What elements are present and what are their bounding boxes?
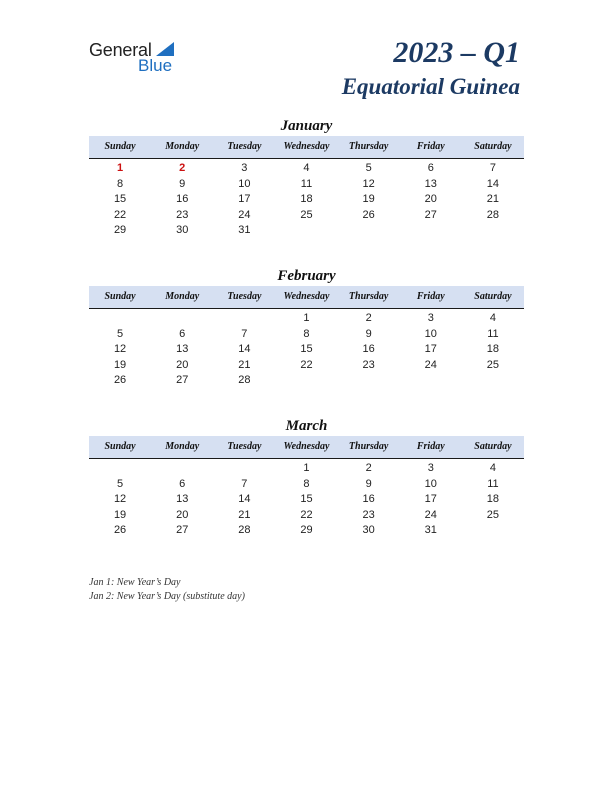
day-cell: 14 bbox=[238, 493, 251, 505]
day-cell: 7 bbox=[489, 162, 496, 174]
day-cell: 20 bbox=[424, 193, 437, 205]
empty-day-cell bbox=[338, 373, 400, 389]
empty-day-cell bbox=[400, 373, 462, 389]
day-cell: 17 bbox=[424, 493, 437, 505]
day-cell: 10 bbox=[238, 177, 251, 190]
day-cell: 15 bbox=[300, 493, 313, 505]
day-cell: 23 bbox=[362, 358, 375, 371]
week-rows bbox=[89, 309, 524, 389]
month-march bbox=[89, 416, 524, 539]
empty-day-cell bbox=[400, 223, 462, 239]
weekday-label: Wednesday bbox=[283, 441, 330, 452]
day-cell: 6 bbox=[179, 477, 186, 490]
day-cell: 28 bbox=[486, 208, 500, 221]
week-row bbox=[89, 311, 524, 327]
day-cell: 21 bbox=[238, 508, 251, 521]
weekday-label: Thursday bbox=[348, 441, 389, 452]
day-cell: 27 bbox=[176, 524, 189, 536]
holiday-note: Jan 2: New Year’s Day (substitute day) bbox=[89, 591, 245, 602]
weekday-label: Sunday bbox=[104, 291, 136, 302]
week-row bbox=[89, 161, 524, 177]
empty-day-cell bbox=[338, 223, 400, 239]
day-cell: 3 bbox=[241, 162, 248, 174]
weekday-label: Thursday bbox=[348, 291, 389, 302]
day-cell: 13 bbox=[424, 177, 437, 190]
day-cell: 27 bbox=[176, 374, 189, 386]
day-cell: 31 bbox=[424, 524, 437, 536]
weekday-label: Sunday bbox=[104, 441, 136, 452]
empty-day-cell bbox=[275, 373, 337, 389]
week-row bbox=[89, 523, 524, 539]
page-title: 2023 – Q1 bbox=[393, 36, 520, 69]
week-row bbox=[89, 342, 524, 358]
day-cell: 8 bbox=[303, 477, 310, 490]
week-row bbox=[89, 208, 524, 224]
day-cell: 18 bbox=[486, 493, 500, 505]
day-cell: 23 bbox=[362, 508, 375, 521]
empty-day-cell bbox=[151, 461, 213, 477]
day-cell: 10 bbox=[424, 327, 437, 340]
week-row bbox=[89, 192, 524, 208]
weekday-label: Sunday bbox=[104, 141, 136, 152]
week-row bbox=[89, 373, 524, 389]
day-cell: 11 bbox=[487, 477, 499, 490]
week-rows bbox=[89, 459, 524, 539]
day-cell: 19 bbox=[362, 193, 375, 205]
empty-day-cell bbox=[151, 311, 213, 327]
day-cell: 10 bbox=[424, 477, 437, 490]
day-cell: 9 bbox=[365, 327, 372, 340]
week-row bbox=[89, 223, 524, 239]
weekday-label: Friday bbox=[416, 441, 445, 452]
day-cell: 19 bbox=[113, 508, 127, 521]
day-cell: 2 bbox=[365, 462, 372, 474]
week-row bbox=[89, 477, 524, 493]
month-february bbox=[89, 266, 524, 389]
weekday-header-row bbox=[89, 286, 524, 309]
month-name: February bbox=[277, 268, 336, 284]
logo-text-general: General bbox=[89, 40, 152, 60]
day-cell: 1 bbox=[303, 462, 310, 474]
week-row bbox=[89, 461, 524, 477]
day-cell: 14 bbox=[238, 343, 251, 355]
day-cell: 6 bbox=[427, 162, 434, 174]
day-cell: 12 bbox=[362, 177, 375, 190]
day-cell: 16 bbox=[362, 343, 375, 355]
day-cell: 9 bbox=[365, 477, 372, 490]
day-cell: 25 bbox=[300, 208, 313, 221]
day-cell: 17 bbox=[424, 343, 437, 355]
weekday-header-row bbox=[89, 436, 524, 459]
weekday-label: Monday bbox=[165, 441, 200, 452]
day-cell: 8 bbox=[117, 177, 124, 190]
day-cell: 1 bbox=[303, 312, 310, 324]
weekday-header-row bbox=[89, 136, 524, 159]
week-row bbox=[89, 327, 524, 343]
weekday-label: Wednesday bbox=[283, 141, 330, 152]
day-cell: 31 bbox=[238, 224, 251, 236]
week-row bbox=[89, 508, 524, 524]
day-cell: 5 bbox=[365, 162, 372, 174]
empty-day-cell bbox=[275, 223, 337, 239]
day-cell: 22 bbox=[113, 208, 127, 221]
day-cell: 15 bbox=[113, 193, 127, 205]
weekday-label: Wednesday bbox=[283, 291, 330, 302]
page-subtitle: Equatorial Guinea bbox=[341, 74, 520, 99]
day-cell: 6 bbox=[179, 327, 186, 340]
day-cell: 12 bbox=[113, 493, 127, 505]
day-cell: 4 bbox=[303, 162, 310, 174]
day-cell: 13 bbox=[176, 343, 189, 355]
day-cell: 4 bbox=[489, 462, 496, 474]
day-cell: 4 bbox=[489, 312, 496, 324]
weekday-label: Saturday bbox=[474, 141, 512, 152]
logo-text-blue: Blue bbox=[138, 56, 173, 75]
day-cell: 1 bbox=[117, 162, 124, 174]
holiday-note: Jan 1: New Year’s Day bbox=[89, 577, 181, 588]
day-cell: 25 bbox=[486, 508, 500, 521]
week-row bbox=[89, 358, 524, 374]
day-cell: 2 bbox=[365, 312, 372, 324]
day-cell: 27 bbox=[424, 208, 437, 221]
day-cell: 18 bbox=[486, 343, 500, 355]
company-logo bbox=[89, 40, 189, 76]
day-cell: 18 bbox=[300, 193, 313, 205]
day-cell: 26 bbox=[113, 524, 127, 536]
day-cell: 19 bbox=[113, 358, 127, 371]
day-cell: 24 bbox=[238, 208, 251, 221]
empty-day-cell bbox=[462, 523, 524, 539]
day-cell: 11 bbox=[300, 177, 313, 190]
day-cell: 14 bbox=[486, 177, 500, 190]
holiday-notes bbox=[89, 576, 245, 604]
empty-day-cell bbox=[213, 311, 275, 327]
day-cell: 23 bbox=[176, 208, 189, 221]
weekday-label: Monday bbox=[165, 141, 200, 152]
day-cell: 20 bbox=[176, 508, 189, 521]
weekday-label: Friday bbox=[416, 291, 445, 302]
empty-day-cell bbox=[213, 461, 275, 477]
empty-day-cell bbox=[462, 223, 524, 239]
day-cell: 22 bbox=[300, 358, 313, 371]
day-cell: 22 bbox=[300, 508, 313, 521]
weekday-label: Monday bbox=[165, 291, 200, 302]
day-cell: 24 bbox=[424, 358, 437, 371]
day-cell: 29 bbox=[300, 524, 313, 536]
day-cell: 21 bbox=[238, 358, 251, 371]
month-january bbox=[89, 116, 524, 239]
day-cell: 2 bbox=[179, 162, 186, 174]
day-cell: 26 bbox=[113, 374, 127, 386]
day-cell: 20 bbox=[176, 358, 189, 371]
day-cell: 30 bbox=[362, 524, 375, 536]
day-cell: 15 bbox=[300, 343, 313, 355]
day-cell: 5 bbox=[117, 477, 124, 490]
empty-day-cell bbox=[89, 311, 151, 327]
day-cell: 28 bbox=[238, 374, 251, 386]
day-cell: 24 bbox=[424, 508, 437, 521]
weekday-label: Tuesday bbox=[227, 441, 262, 452]
weekday-label: Tuesday bbox=[227, 141, 262, 152]
day-cell: 7 bbox=[241, 327, 248, 340]
day-cell: 3 bbox=[427, 462, 434, 474]
empty-day-cell bbox=[462, 373, 524, 389]
day-cell: 13 bbox=[176, 493, 189, 505]
week-row bbox=[89, 492, 524, 508]
day-cell: 16 bbox=[362, 493, 375, 505]
empty-day-cell bbox=[89, 461, 151, 477]
day-cell: 12 bbox=[113, 343, 127, 355]
week-row bbox=[89, 177, 524, 193]
day-cell: 26 bbox=[362, 208, 375, 221]
day-cell: 29 bbox=[113, 224, 127, 236]
logo-triangle-icon bbox=[156, 42, 174, 56]
day-cell: 3 bbox=[427, 312, 434, 324]
month-name: March bbox=[285, 418, 328, 434]
day-cell: 5 bbox=[117, 327, 124, 340]
day-cell: 9 bbox=[179, 177, 186, 190]
day-cell: 28 bbox=[238, 524, 251, 536]
day-cell: 7 bbox=[241, 477, 248, 490]
weekday-label: Saturday bbox=[474, 441, 512, 452]
week-rows bbox=[89, 159, 524, 239]
day-cell: 21 bbox=[486, 193, 500, 205]
month-name: January bbox=[280, 118, 333, 134]
weekday-label: Thursday bbox=[348, 141, 389, 152]
day-cell: 17 bbox=[238, 193, 251, 205]
weekday-label: Tuesday bbox=[227, 291, 262, 302]
day-cell: 30 bbox=[176, 224, 189, 236]
day-cell: 16 bbox=[176, 193, 189, 205]
day-cell: 8 bbox=[303, 327, 310, 340]
day-cell: 11 bbox=[487, 327, 499, 340]
weekday-label: Saturday bbox=[474, 291, 512, 302]
weekday-label: Friday bbox=[416, 141, 445, 152]
day-cell: 25 bbox=[486, 358, 500, 371]
